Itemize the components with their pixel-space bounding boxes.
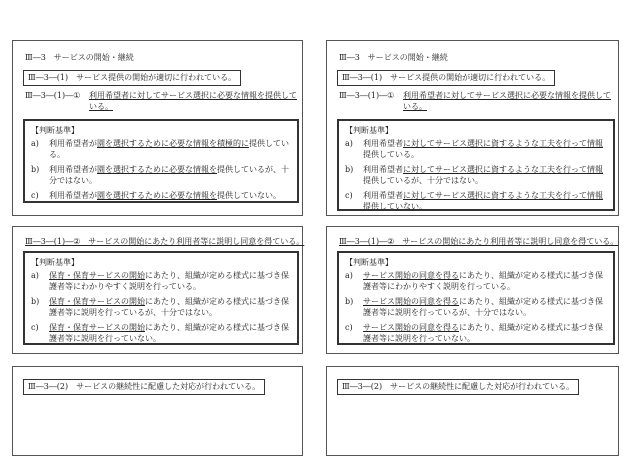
panel-right-2: [326, 226, 619, 354]
criteria-item: b) サービス開始の同意を得るにあたり、組織が定める様式に基づき保護者等に説明を行っているが、十分ではない。: [345, 297, 603, 317]
criteria-item: c) サービス開始の同意を得るにあたり、組織が定める様式に基づき保護者等に説明を行っていない。: [345, 323, 603, 343]
subsection-text: 利用希望者に対してサービス選択に必要な情報を提供している。: [89, 91, 297, 111]
subsection-heading: Ⅲ―3―(1)―② サービスの開始にあたり利用者等に説明し同意を得ている。: [25, 237, 305, 246]
criteria-item: b) 利用希望者が園を選択するために必要な情報を提供しているが、十分ではない。: [31, 165, 289, 185]
subsection-heading: [339, 90, 613, 114]
subsection-text: 利用希望者に対してサービス選択に必要な情報を提供している。: [403, 91, 611, 111]
criteria-title: 【判断基準】: [345, 126, 393, 135]
category-box: Ⅲ―3―(2) サービスの継続性に配慮した対応が行われている。: [337, 379, 579, 395]
criteria-item: b) 保育・保育サービスの開始にあたり、組織が定める様式に基づき保護者等に説明を行っているが、十分ではない。: [31, 297, 289, 317]
criteria-title: 【判断基準】: [345, 258, 393, 267]
criteria-item: c) 利用希望者に対してサービス選択に資するような工夫を行って情報提供していない。: [345, 191, 603, 211]
category-box: Ⅲ―3―(2) サービスの継続性に配慮した対応が行われている。: [23, 379, 265, 395]
criteria-item: a) サービス開始の同意を得るにあたり、組織が定める様式に基づき保護者等にわかりやすく説明を行っている。: [345, 271, 603, 291]
criteria-item: a) 利用希望者が園を選択するために必要な情報を積極的に提供している。: [31, 139, 289, 159]
section-title: Ⅲ―3 サービスの開始・継続: [339, 53, 448, 62]
criteria-item: c) 保育・保育サービスの開始にあたり、組織が定める様式に基づき保護者等に説明を行っていない。: [31, 323, 289, 343]
panel-left-1: [12, 40, 303, 216]
section-title: Ⅲ―3 サービスの開始・継続: [25, 53, 134, 62]
criteria-item: c) 利用希望者が園を選択するために必要な情報を提供していない。: [31, 191, 281, 200]
category-box: Ⅲ―3―(1) サービス提供の開始が適切に行われている。: [23, 70, 241, 86]
panel-left-2: [12, 226, 303, 354]
criteria-title: 【判断基準】: [31, 258, 79, 267]
criteria-item: a) 保育・保育サービスの開始にあたり、組織が定める様式に基づき保護者等にわかりやすく説明を行っている。: [31, 271, 289, 291]
criteria-box: [337, 119, 615, 211]
criteria-item: a) 利用希望者に対してサービス選択に資するような工夫を行って情報提供している。: [345, 139, 603, 159]
criteria-item: b) 利用希望者に対してサービス選択に資するような工夫を行って情報提供しているが、十分ではない。: [345, 165, 603, 185]
subsection-number: Ⅲ―3―(1)―①: [25, 91, 81, 100]
category-box: Ⅲ―3―(1) サービス提供の開始が適切に行われている。: [337, 70, 555, 86]
criteria-title: 【判断基準】: [31, 126, 79, 135]
panel-right-3: [326, 366, 619, 456]
criteria-box: [23, 119, 299, 203]
criteria-box: [23, 251, 299, 345]
subsection-heading: Ⅲ―3―(1)―② サービスの開始にあたり利用者等に説明し同意を得ている。: [339, 237, 619, 246]
subsection-number: Ⅲ―3―(1)―①: [339, 91, 395, 100]
subsection-heading: [25, 90, 297, 114]
panel-right-1: [326, 40, 619, 216]
criteria-box: [337, 251, 615, 345]
panel-left-3: [12, 366, 303, 456]
